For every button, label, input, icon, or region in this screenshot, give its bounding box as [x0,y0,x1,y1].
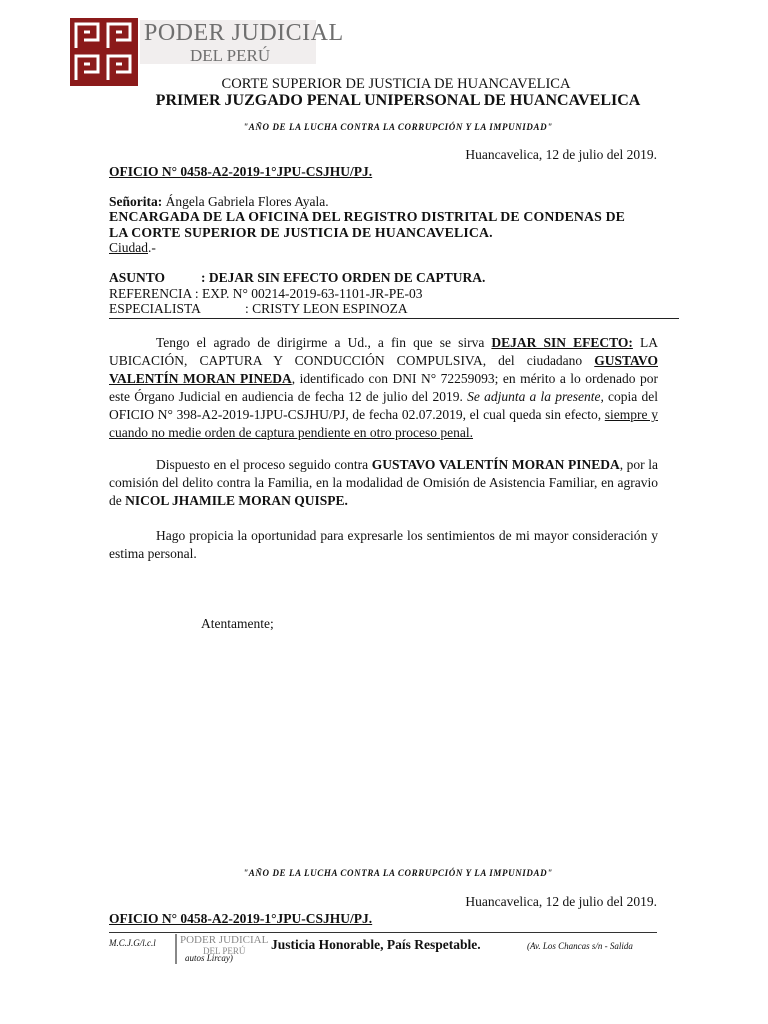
p2-text-a: Dispuesto en el proceso seguido contra [156,457,372,472]
p2-text-c: , por la comisión del delito contra la Familia, en la modalidad de Omisión de Asistencia Familiar, en agravio de [109,457,658,508]
p1-citizen-name: GUSTAVO VALENTÍN MORAN PINEDA [109,353,658,386]
city-label: Ciudad [109,240,148,255]
p1-condition: siempre y cuando no medie orden de captura pendiente en otro proceso penal. [109,407,658,440]
p1-text-a: Tengo el agrado de dirigirme a Ud., a fin que se sirva [156,335,492,350]
asunto-label: ASUNTO [109,270,166,285]
court-superior-heading: CORTE SUPERIOR DE JUSTICIA DE HUANCAVELICA [221,76,571,92]
recipient-role-1: ENCARGADA DE LA OFICINA DEL REGISTRO DISTRITAL DE CONDENAS DE [109,209,626,224]
footer-address-1: (Av. Los Chancas s/n - Salida [527,941,633,951]
p1-dejar-sin-efecto: DEJAR SIN EFECTO: [491,335,633,350]
city-line [109,239,657,257]
paragraph-3 [109,527,658,563]
footer-initials: M.C.J.G/l.c.l [109,938,156,948]
asunto-value: : DEJAR SIN EFECTO ORDEN DE CAPTURA. [201,270,486,285]
logo-title: PODER JUDICIAL [144,20,344,46]
oficio-number: OFICIO N° 0458-A2-2019-1°JPU-CSJHU/PJ. [109,164,373,179]
court-juzgado-heading: PRIMER JUZGADO PENAL UNIPERSONAL DE HUANCAVELICA [155,92,641,109]
p1-text-g: copia del OFICIO N° 398-A2-2019-1JPU-CSJHU/PJ, de fecha 02.07.2019, el cual queda sin efecto, [109,389,658,422]
closing: Atentamente; [201,616,274,631]
p1-text-e: , identificado con DNI N° 72259093; en mérito a lo ordenado por este Órgano Judicial en audiencia de fecha 12 de julio del 2019. [109,371,658,404]
letter-date: Huancavelica, 12 de julio del 2019. [465,147,657,162]
especialista-value: : CRISTY LEON ESPINOZA [245,301,408,316]
p1-adjunta: Se adjunta a la presente, [467,389,604,404]
footer-slogan: Justicia Honorable, País Respetable. [271,937,481,952]
recipient-name: Ángela Gabriela Flores Ayala. [162,194,329,209]
paragraph-1 [109,334,658,442]
especialista-label: ESPECIALISTA [109,301,201,316]
footer-logo-title: PODER JUDICIAL [180,934,269,946]
logo-subtitle: DEL PERÚ [190,46,271,65]
p2-accused-name: GUSTAVO VALENTÍN MORAN PINEDA [371,457,620,472]
p3-text: Hago propicia la oportunidad para expresarle los sentimientos de mi mayor consideración y estima personal. [109,528,658,561]
letter-date-repeat: Huancavelica, 12 de julio del 2019. [465,894,657,909]
recipient-label: Señorita: [109,194,163,209]
footer-address-2: autos Lircay) [185,953,233,963]
p1-text-c: LA UBICACIÓN, CAPTURA Y CONDUCCIÓN COMPULSIVA, del ciudadano [109,335,658,368]
referencia-line: REFERENCIA : EXP. N° 00214-2019-63-1101-JR-PE-03 [109,286,423,301]
recipient-role-2: LA CORTE SUPERIOR DE JUSTICIA DE HUANCAVELICA. [109,225,493,240]
footer-divider [109,932,657,933]
logo-wordmark [140,20,344,65]
footer-logo-subtitle: DEL PERÚ [203,946,246,956]
city-suffix: .- [148,240,156,255]
header-divider [109,318,679,319]
oficio-number-repeat: OFICIO N° 0458-A2-2019-1°JPU-CSJHU/PJ. [109,911,373,926]
paragraph-2 [109,456,658,510]
especialista-line [109,300,657,318]
p2-victim-name: NICOL JHAMILE MORAN QUISPE. [125,493,348,508]
year-motto: "AÑO DE LA LUCHA CONTRA LA CORRUPCIÓN Y LA IMPUNIDAD" [243,122,553,132]
year-motto-repeat: "AÑO DE LA LUCHA CONTRA LA CORRUPCIÓN Y LA IMPUNIDAD" [243,868,553,878]
